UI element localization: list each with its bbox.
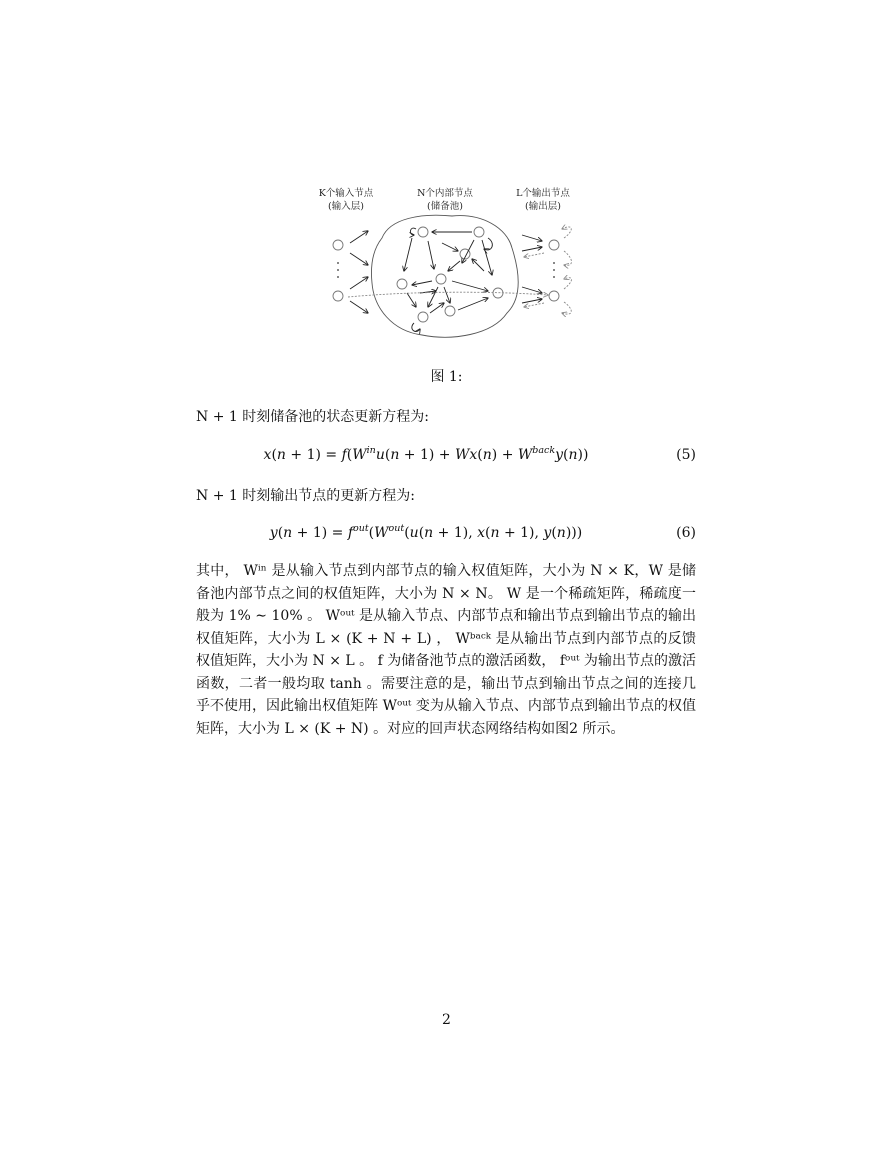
reservoir-nodes — [397, 227, 503, 322]
input-arrows — [350, 231, 368, 313]
output-update-intro: N + 1 时刻输出节点的更新方程为: — [196, 488, 415, 504]
equation-6 — [196, 525, 696, 549]
output-ellipsis — [553, 262, 555, 278]
input-node — [333, 240, 343, 250]
page-number: 2 — [442, 1012, 451, 1028]
input-nodes-label: K个输入节点 — [318, 188, 374, 199]
description-paragraph: 其中， Wⁱⁿ 是从输入节点到内部节点的输入权值矩阵，大小为 N × K，W 是储备池内部节点之间的权值矩阵，大小为 N × N。 W 是一个稀疏矩阵，稀疏度一般为 1% ∼ 10% 。 Wᵒᵘᵗ 是从输入节点、内部节点和输出节点到输出节点的输出权值矩阵，大小为 L × (K + N + L) ， Wᵇᵃᶜᵏ 是从输出节点到内部节点的反馈权值矩阵，大小为 N × L 。 f 为储备池节点的激活函数， fᵒᵘᵗ 为输出节点的激活函数，二者一般均取 tanh 。需要注意的是，输出节点到输出节点之间的连接几乎不使用，因此输出权值矩阵 Wᵒᵘᵗ 变为从输入节点、内部节点到输出节点的权值矩阵，大小为 L × (K + N) 。对应的回声状态网络结构如图2 所示。 — [196, 563, 696, 737]
equation-6-number: (6) — [676, 525, 696, 541]
output-layer-label: (输出层) — [525, 201, 561, 212]
input-ellipsis — [337, 262, 339, 278]
output-arrows — [522, 235, 542, 303]
input-node — [333, 291, 343, 301]
figure-caption: 图 1: — [430, 369, 463, 385]
state-update-intro: N + 1 时刻储备池的状态更新方程为: — [196, 409, 429, 425]
equation-5-number: (5) — [676, 447, 696, 463]
output-nodes-label: L个输出节点 — [516, 188, 570, 199]
esn-figure — [312, 183, 587, 343]
reservoir-nodes-label: N个内部节点 — [417, 188, 473, 199]
input-layer-label: (输入层) — [328, 201, 364, 212]
equation-5-body: $x(n + 1) = f(W^{in}u(n + 1) + Wx(n) + W^{back}y(n))$ — [263, 445, 589, 463]
reservoir-label: (储备池) — [427, 201, 463, 212]
equation-6-body: $y(n + 1) = f^{out}(W^{out}(u(n + 1)$, x(n + 1), y(n))) — [269, 523, 583, 541]
esn-diagram — [312, 183, 587, 343]
equation-5 — [196, 447, 696, 471]
output-node — [549, 291, 559, 301]
output-node — [549, 240, 559, 250]
